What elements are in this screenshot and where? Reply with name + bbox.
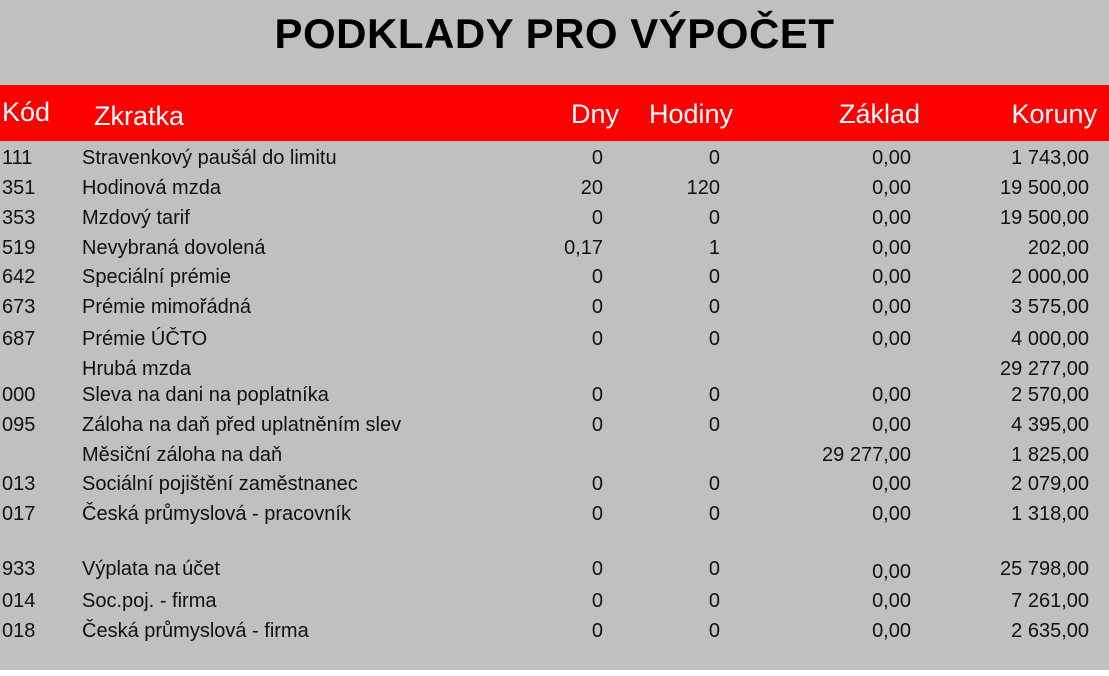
cell-hodiny: 0	[708, 207, 720, 229]
cell-hodiny: 120	[686, 177, 720, 199]
cell-name: Sociální pojištění zaměstnanec	[82, 473, 358, 495]
cell-name: Prémie mimořádná	[82, 296, 251, 318]
cell-hodiny: 0	[708, 384, 720, 406]
cell-name: Česká průmyslová - firma	[82, 620, 309, 642]
table-row	[0, 237, 1109, 263]
header-dny: Dny	[570, 99, 619, 129]
cell-name: Speciální prémie	[82, 266, 231, 288]
cell-kod: 017	[2, 503, 36, 525]
cell-hodiny: 0	[708, 558, 720, 580]
cell-hodiny: 0	[708, 503, 720, 525]
cell-hodiny: 0	[708, 414, 720, 436]
table-row	[0, 177, 1109, 203]
table-row	[0, 296, 1109, 322]
cell-name: Měsiční záloha na daň	[82, 444, 283, 466]
cell-koruny: 1 318,00	[1011, 503, 1089, 525]
cell-name: Hrubá mzda	[82, 358, 191, 380]
table-row	[0, 473, 1109, 499]
table-row	[0, 620, 1109, 646]
cell-koruny: 4 395,00	[1011, 414, 1089, 436]
cell-dny: 0	[591, 558, 603, 580]
cell-zaklad: 0,00	[872, 503, 911, 525]
cell-kod: 353	[2, 207, 36, 229]
cell-hodiny: 1	[708, 237, 720, 259]
cell-hodiny: 0	[708, 590, 720, 612]
cell-zaklad: 0,00	[872, 237, 911, 259]
cell-zaklad: 0,00	[872, 328, 911, 350]
cell-dny: 0	[591, 296, 603, 318]
cell-kod: 095	[2, 414, 36, 436]
cell-name: Nevybraná dovolená	[82, 237, 266, 259]
cell-dny: 0	[591, 473, 603, 495]
cell-koruny: 7 261,00	[1011, 590, 1089, 612]
header-kod: Kód	[2, 97, 51, 127]
cell-dny: 0	[591, 147, 603, 169]
cell-dny: 0	[591, 266, 603, 288]
header-hodiny: Hodiny	[648, 99, 733, 129]
cell-koruny: 29 277,00	[1000, 358, 1089, 380]
cell-hodiny: 0	[708, 620, 720, 642]
cell-koruny: 2 079,00	[1011, 473, 1089, 495]
cell-kod: 000	[2, 384, 36, 406]
cell-hodiny: 0	[708, 328, 720, 350]
table-row	[0, 590, 1109, 616]
table-row	[0, 328, 1109, 354]
cell-zaklad: 0,00	[872, 620, 911, 642]
cell-dny: 0,17	[564, 237, 603, 259]
header-zaklad: Základ	[838, 99, 920, 129]
cell-zaklad: 0,00	[872, 473, 911, 495]
table-row	[0, 414, 1109, 440]
cell-zaklad: 0,00	[872, 590, 911, 612]
cell-dny: 0	[591, 503, 603, 525]
cell-dny: 0	[591, 414, 603, 436]
cell-koruny: 25 798,00	[1000, 558, 1089, 580]
cell-hodiny: 0	[708, 296, 720, 318]
cell-kod: 018	[2, 620, 36, 642]
cell-kod: 673	[2, 296, 36, 318]
cell-koruny: 19 500,00	[1000, 177, 1089, 199]
cell-name: Soc.poj. - firma	[82, 590, 217, 612]
cell-zaklad: 0,00	[872, 147, 911, 169]
cell-kod: 687	[2, 328, 36, 350]
cell-name: Výplata na účet	[82, 558, 220, 580]
cell-zaklad: 0,00	[872, 207, 911, 229]
cell-dny: 20	[580, 177, 603, 199]
table-row	[0, 444, 1109, 470]
page-title: PODKLADY PRO VÝPOČET	[274, 10, 835, 57]
cell-kod: 111	[2, 147, 33, 169]
cell-kod: 519	[2, 237, 36, 259]
cell-zaklad: 0,00	[872, 296, 911, 318]
cell-zaklad: 0,00	[872, 266, 911, 288]
header-koruny: Koruny	[1011, 99, 1097, 129]
cell-zaklad: 0,00	[872, 414, 911, 436]
table-row	[0, 358, 1109, 384]
cell-zaklad: 29 277,00	[822, 444, 911, 466]
table-header	[0, 85, 1109, 141]
cell-kod: 351	[2, 177, 36, 199]
cell-name: Mzdový tarif	[82, 207, 190, 229]
cell-koruny: 3 575,00	[1011, 296, 1089, 318]
cell-dny: 0	[591, 384, 603, 406]
cell-zaklad: 0,00	[872, 177, 911, 199]
table-row	[0, 503, 1109, 529]
cell-koruny: 2 635,00	[1011, 620, 1089, 642]
cell-hodiny: 0	[708, 147, 720, 169]
cell-koruny: 4 000,00	[1011, 328, 1089, 350]
cell-koruny: 202,00	[1027, 237, 1089, 259]
cell-name: Hodinová mzda	[82, 177, 221, 199]
cell-name: Česká průmyslová - pracovník	[82, 503, 351, 525]
table-row	[0, 558, 1109, 584]
cell-koruny: 2 570,00	[1011, 384, 1089, 406]
cell-kod: 014	[2, 590, 36, 612]
cell-hodiny: 0	[708, 266, 720, 288]
cell-hodiny: 0	[708, 473, 720, 495]
cell-kod: 933	[2, 558, 36, 580]
cell-kod: 642	[2, 266, 36, 288]
cell-dny: 0	[591, 620, 603, 642]
header-zkratka: Zkratka	[94, 101, 185, 131]
table-row	[0, 207, 1109, 233]
cell-koruny: 2 000,00	[1011, 266, 1089, 288]
cell-name: Záloha na daň před uplatněním slev	[82, 414, 402, 436]
cell-koruny: 1 825,00	[1011, 444, 1089, 466]
cell-dny: 0	[591, 207, 603, 229]
cell-koruny: 1 743,00	[1011, 147, 1089, 169]
cell-zaklad: 0,00	[872, 561, 911, 583]
cell-name: Prémie ÚČTO	[82, 328, 208, 350]
cell-dny: 0	[591, 590, 603, 612]
table-row	[0, 147, 1109, 173]
cell-kod: 013	[2, 473, 36, 495]
table-row	[0, 384, 1109, 410]
cell-koruny: 19 500,00	[1000, 207, 1089, 229]
cell-name: Stravenkový paušál do limitu	[82, 147, 337, 169]
cell-zaklad: 0,00	[872, 384, 911, 406]
cell-name: Sleva na dani na poplatníka	[82, 384, 329, 406]
cell-dny: 0	[591, 328, 603, 350]
table-row	[0, 266, 1109, 292]
